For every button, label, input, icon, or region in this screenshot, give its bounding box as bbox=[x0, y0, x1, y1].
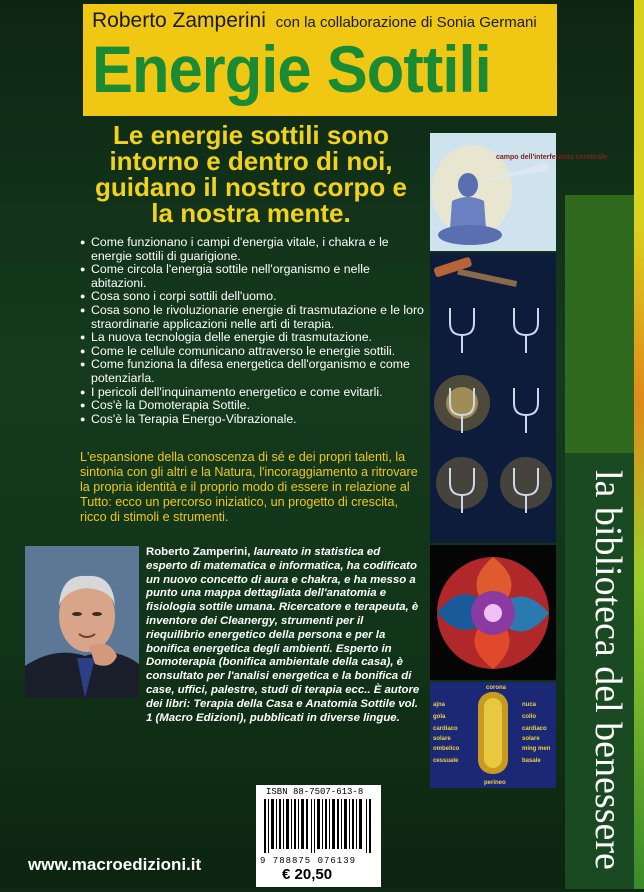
chakra-label: collo bbox=[522, 714, 537, 720]
author-photo bbox=[25, 546, 139, 698]
bio-text: laureato in statistica ed esperto di matematica e informatica, ha codificato un nuovo concetto di aura e chakra, e ha messo a punto una mappa dettagliata dell'anatomia e fisiologia sottile umana. Ricercatore e terapeuta, è inventore dei Cleanergy, strumenti per il riequilibrio energetico della persona e per la bonifica energetica degli ambienti. Esperto in Domoterapia (bonifica ambientale della casa), è consultato per l'analisi energetica e la bonifica di case, uffici, palestre, studi di terapia ecc.. È autore dei libri: Terapia della Casa e Anatomia Sottile vol. 1 (Macro Edizioni), pubblicati in diverse lingue. bbox=[146, 546, 420, 724]
spine-color-strip bbox=[634, 0, 644, 889]
bio-name: Roberto Zamperini, bbox=[146, 546, 251, 558]
chakra-label: cardiaco bbox=[433, 726, 458, 732]
list-item: ● Come circola l'energia sottile nell'organismo e nelle abitazioni. bbox=[80, 263, 425, 290]
chakra-label: gola bbox=[433, 714, 446, 720]
list-item: ● Come le cellule comunicano attraverso le energie sottili. bbox=[80, 345, 425, 359]
list-item: ● Come funzionano i campi d'energia vitale, i chakra e le energie sottili di guarigione. bbox=[80, 236, 425, 263]
chakra-label-top: corona bbox=[486, 685, 507, 691]
list-item: ● La nuova tecnologia delle energie di trasmutazione. bbox=[80, 331, 425, 345]
meditation-illustration bbox=[430, 133, 607, 251]
chakra-label: cardiaco bbox=[522, 726, 547, 732]
ean-number: 9 788875 076139 bbox=[260, 856, 357, 866]
author-name: Roberto Zamperini bbox=[92, 9, 266, 32]
chakra-diagram bbox=[430, 682, 556, 788]
isbn-number: ISBN 88-7507-613-8 bbox=[266, 787, 364, 797]
author-line bbox=[92, 9, 537, 33]
energy-field-illustration bbox=[430, 253, 556, 543]
price-tag: € 20,50 bbox=[282, 866, 333, 883]
chakra-label: ming men bbox=[522, 746, 551, 752]
publisher-website: www.macroedizioni.it bbox=[28, 855, 202, 874]
chakra-label: basale bbox=[522, 758, 541, 764]
list-item: ● Cosa sono i corpi sottili dell'uomo. bbox=[80, 290, 425, 304]
chakra-label: ajna bbox=[433, 702, 446, 708]
chakra-label: cessuale bbox=[433, 758, 459, 764]
collaboration-credit: con la collaborazione di Sonia Germani bbox=[275, 14, 537, 31]
intro-paragraph: L'espansione della conoscenza di sé e dei propri talenti, la sintonia con gli altri e la Natura, l'incoraggiamento a ritrovare la propria identità e il proprio modo di essere in relazione al Tutto: ecco un percorso iniziatico, un progetto di crescita, ricco di stimoli e strumenti. bbox=[80, 450, 418, 524]
list-item: ● I pericoli dell'inquinamento energetico e come evitarli. bbox=[80, 386, 425, 400]
list-item: ● Cos'è la Domoterapia Sottile. bbox=[80, 399, 425, 413]
list-item: ● Cosa sono le rivoluzionarie energie di trasmutazione e le loro straordinarie applicazioni nelle arti di terapia. bbox=[80, 304, 425, 331]
tagline: Le energie sottili sono intorno e dentro di noi, guidano il nostro corpo e la nostra mente. bbox=[95, 120, 407, 228]
chakra-label: ombelico bbox=[433, 746, 460, 752]
chakra-label-bottom: perineo bbox=[484, 780, 506, 786]
chakra-label: solare bbox=[433, 736, 451, 742]
aura-swirl-illustration bbox=[430, 545, 556, 680]
author-bio bbox=[146, 546, 424, 725]
spine-green-block bbox=[565, 195, 644, 453]
book-title: Energie Sottili bbox=[92, 32, 491, 106]
series-title: la biblioteca del benessere bbox=[587, 470, 629, 870]
list-item: ● Cos'è la Terapia Energo-Vibrazionale. bbox=[80, 413, 425, 427]
figure-label: campo dell'interferenza cerebrale bbox=[496, 154, 607, 161]
chakra-label: nuca bbox=[522, 702, 537, 708]
chakra-label: solare bbox=[522, 736, 540, 742]
feature-list bbox=[80, 236, 425, 426]
list-item: ● Come funziona la difesa energetica dell'organismo e come potenziarla. bbox=[80, 358, 425, 385]
